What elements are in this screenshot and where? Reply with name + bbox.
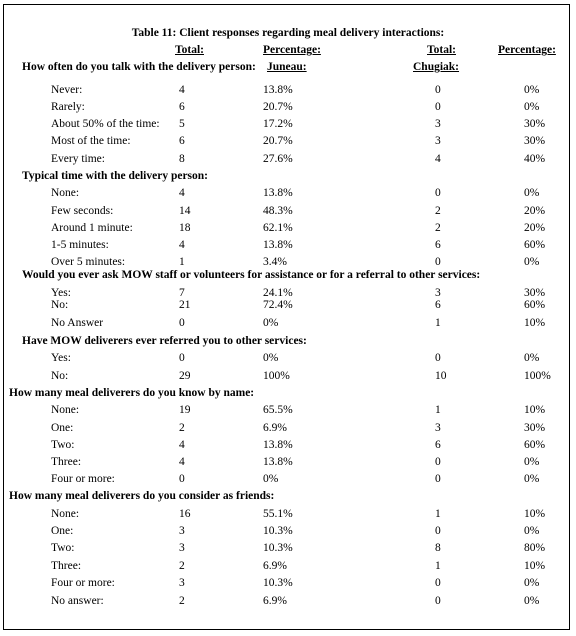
chugiak-percentage-cell: 30% xyxy=(524,135,546,147)
chugiak-percentage-cell: 60% xyxy=(524,299,546,311)
juneau-total-cell: 5 xyxy=(179,118,185,130)
section-question: Would you ever ask MOW staff or volunteers for assistance or for a referral to other services: xyxy=(22,269,481,281)
row-label: 1-5 minutes: xyxy=(51,239,109,251)
juneau-percentage-cell: 17.2% xyxy=(263,118,293,130)
chugiak-total-cell: 0 xyxy=(435,456,441,468)
juneau-percentage-cell: 10.3% xyxy=(263,577,293,589)
juneau-total-cell: 14 xyxy=(179,205,191,217)
juneau-total-cell: 8 xyxy=(179,153,185,165)
row-label: None: xyxy=(51,508,80,520)
row-label: One: xyxy=(51,525,74,537)
row-label: Four or more: xyxy=(51,473,115,485)
chugiak-percentage-cell: 0% xyxy=(524,256,540,268)
chugiak-percentage-cell: 0% xyxy=(524,473,540,485)
chugiak-total-cell: 1 xyxy=(435,317,441,329)
juneau-total-cell: 2 xyxy=(179,560,185,572)
row-label: Two: xyxy=(51,439,75,451)
chugiak-percentage-cell: 0% xyxy=(524,456,540,468)
chugiak-total-cell: 1 xyxy=(435,560,441,572)
juneau-percentage-cell: 0% xyxy=(263,352,279,364)
juneau-percentage-cell: 10.3% xyxy=(263,542,293,554)
juneau-percentage-cell: 62.1% xyxy=(263,222,293,234)
chugiak-percentage-cell: 100% xyxy=(524,370,551,382)
juneau-total-cell: 3 xyxy=(179,525,185,537)
juneau-percentage-cell: 0% xyxy=(263,317,279,329)
chugiak-total-cell: 2 xyxy=(435,222,441,234)
chugiak-percentage-cell: 20% xyxy=(524,222,546,234)
chugiak-total-cell: 0 xyxy=(435,256,441,268)
chugiak-percentage-cell: 30% xyxy=(524,422,546,434)
juneau-total-cell: 4 xyxy=(179,439,185,451)
juneau-percentage-cell: 10.3% xyxy=(263,525,293,537)
juneau-percentage-cell: 24.1% xyxy=(263,287,293,299)
table-title: Table 11: Client responses regarding meal delivery interactions: xyxy=(131,27,445,39)
chugiak-percentage-cell: 0% xyxy=(524,84,540,96)
row-label: Yes: xyxy=(51,287,71,299)
row-label: Two: xyxy=(51,542,75,554)
juneau-percentage-cell: 100% xyxy=(263,370,290,382)
row-label: Never: xyxy=(51,84,83,96)
juneau-percentage-cell: 3.4% xyxy=(263,256,287,268)
juneau-percentage-cell: 65.5% xyxy=(263,404,293,416)
juneau-percentage-cell: 13.8% xyxy=(263,456,293,468)
header-percentage-juneau: Percentage: xyxy=(263,44,321,56)
chugiak-percentage-cell: 0% xyxy=(524,101,540,113)
chugiak-percentage-cell: 0% xyxy=(524,595,540,607)
juneau-total-cell: 2 xyxy=(179,595,185,607)
juneau-total-cell: 21 xyxy=(179,299,191,311)
row-label: None: xyxy=(51,404,80,416)
juneau-percentage-cell: 13.8% xyxy=(263,187,293,199)
row-label: No answer: xyxy=(51,595,104,607)
row-label: No: xyxy=(51,370,69,382)
juneau-total-cell: 0 xyxy=(179,473,185,485)
row-label: No Answer xyxy=(51,317,104,329)
juneau-percentage-cell: 48.3% xyxy=(263,205,293,217)
juneau-percentage-cell: 6.9% xyxy=(263,595,287,607)
juneau-total-cell: 2 xyxy=(179,422,185,434)
header-juneau: Juneau: xyxy=(267,61,307,73)
row-label: No: xyxy=(51,299,69,311)
juneau-total-cell: 3 xyxy=(179,577,185,589)
chugiak-total-cell: 0 xyxy=(435,84,441,96)
section-question: How many meal deliverers do you know by name: xyxy=(9,387,255,399)
juneau-percentage-cell: 13.8% xyxy=(263,439,293,451)
chugiak-percentage-cell: 0% xyxy=(524,525,540,537)
juneau-total-cell: 6 xyxy=(179,101,185,113)
chugiak-percentage-cell: 60% xyxy=(524,439,546,451)
chugiak-total-cell: 3 xyxy=(435,422,441,434)
row-label: Four or more: xyxy=(51,577,115,589)
row-label: Rarely: xyxy=(51,101,85,113)
chugiak-percentage-cell: 30% xyxy=(524,118,546,130)
chugiak-total-cell: 1 xyxy=(435,404,441,416)
section-question: How many meal deliverers do you consider as friends: xyxy=(9,490,275,502)
juneau-total-cell: 19 xyxy=(179,404,191,416)
juneau-total-cell: 7 xyxy=(179,287,185,299)
juneau-total-cell: 4 xyxy=(179,239,185,251)
juneau-total-cell: 29 xyxy=(179,370,191,382)
row-label: Three: xyxy=(51,456,82,468)
chugiak-total-cell: 3 xyxy=(435,118,441,130)
chugiak-total-cell: 0 xyxy=(435,577,441,589)
chugiak-percentage-cell: 30% xyxy=(524,287,546,299)
chugiak-total-cell: 0 xyxy=(435,525,441,537)
chugiak-total-cell: 3 xyxy=(435,287,441,299)
row-label: Over 5 minutes: xyxy=(51,256,126,268)
row-label: Three: xyxy=(51,560,82,572)
juneau-total-cell: 4 xyxy=(179,187,185,199)
row-label: Yes: xyxy=(51,352,71,364)
chugiak-total-cell: 1 xyxy=(435,508,441,520)
row-label: Every time: xyxy=(51,153,105,165)
chugiak-total-cell: 2 xyxy=(435,205,441,217)
juneau-total-cell: 0 xyxy=(179,352,185,364)
juneau-percentage-cell: 13.8% xyxy=(263,84,293,96)
chugiak-percentage-cell: 10% xyxy=(524,317,546,329)
chugiak-percentage-cell: 10% xyxy=(524,508,546,520)
chugiak-percentage-cell: 20% xyxy=(524,205,546,217)
chugiak-percentage-cell: 10% xyxy=(524,560,546,572)
chugiak-percentage-cell: 80% xyxy=(524,542,546,554)
juneau-percentage-cell: 13.8% xyxy=(263,239,293,251)
chugiak-total-cell: 8 xyxy=(435,542,441,554)
juneau-percentage-cell: 72.4% xyxy=(263,299,293,311)
row-label: About 50% of the time: xyxy=(51,118,160,130)
chugiak-total-cell: 10 xyxy=(435,370,447,382)
chugiak-percentage-cell: 0% xyxy=(524,352,540,364)
chugiak-total-cell: 0 xyxy=(435,101,441,113)
juneau-percentage-cell: 6.9% xyxy=(263,422,287,434)
section-question: How often do you talk with the delivery person: xyxy=(22,61,256,73)
juneau-total-cell: 0 xyxy=(179,317,185,329)
juneau-percentage-cell: 20.7% xyxy=(263,101,293,113)
row-label: Around 1 minute: xyxy=(51,222,133,234)
chugiak-percentage-cell: 0% xyxy=(524,577,540,589)
juneau-total-cell: 16 xyxy=(179,508,191,520)
juneau-total-cell: 4 xyxy=(179,456,185,468)
header-total-juneau: Total: xyxy=(175,44,204,56)
chugiak-percentage-cell: 0% xyxy=(524,187,540,199)
chugiak-total-cell: 0 xyxy=(435,473,441,485)
juneau-total-cell: 18 xyxy=(179,222,191,234)
header-total-chugiak: Total: xyxy=(427,44,456,56)
juneau-percentage-cell: 27.6% xyxy=(263,153,293,165)
chugiak-percentage-cell: 60% xyxy=(524,239,546,251)
chugiak-total-cell: 6 xyxy=(435,299,441,311)
chugiak-total-cell: 6 xyxy=(435,239,441,251)
row-label: Most of the time: xyxy=(51,135,131,147)
juneau-total-cell: 4 xyxy=(179,84,185,96)
juneau-percentage-cell: 55.1% xyxy=(263,508,293,520)
row-label: Few seconds: xyxy=(51,205,114,217)
row-label: None: xyxy=(51,187,80,199)
section-question: Have MOW deliverers ever referred you to other services: xyxy=(22,335,307,347)
juneau-percentage-cell: 6.9% xyxy=(263,560,287,572)
chugiak-total-cell: 0 xyxy=(435,595,441,607)
header-percentage-chugiak: Percentage: xyxy=(498,44,556,56)
chugiak-percentage-cell: 40% xyxy=(524,153,546,165)
section-question: Typical time with the delivery person: xyxy=(22,170,208,182)
chugiak-total-cell: 6 xyxy=(435,439,441,451)
chugiak-total-cell: 0 xyxy=(435,187,441,199)
chugiak-total-cell: 4 xyxy=(435,153,441,165)
juneau-total-cell: 6 xyxy=(179,135,185,147)
juneau-total-cell: 1 xyxy=(179,256,185,268)
chugiak-percentage-cell: 10% xyxy=(524,404,546,416)
header-chugiak: Chugiak: xyxy=(413,61,460,73)
juneau-percentage-cell: 20.7% xyxy=(263,135,293,147)
chugiak-total-cell: 0 xyxy=(435,352,441,364)
juneau-percentage-cell: 0% xyxy=(263,473,279,485)
chugiak-total-cell: 3 xyxy=(435,135,441,147)
row-label: One: xyxy=(51,422,74,434)
juneau-total-cell: 3 xyxy=(179,542,185,554)
